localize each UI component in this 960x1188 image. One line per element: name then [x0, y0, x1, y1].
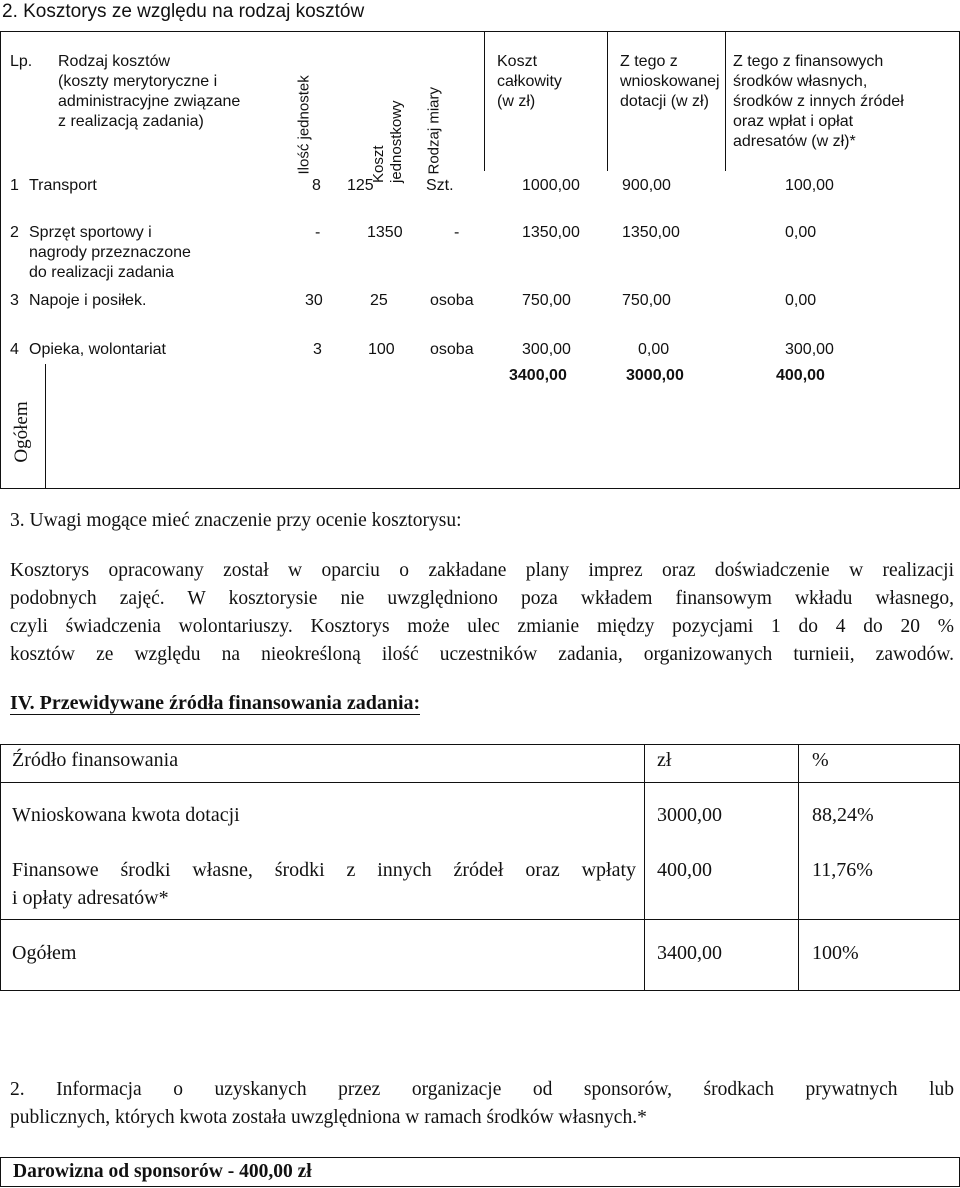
header-unit-cost: Koszt jednostkowy — [370, 100, 405, 183]
header-cost-kind: Rodzaj kosztów (koszty merytoryczne i administracyjne związane z realizacją zadania) — [58, 53, 241, 130]
header-grant: Z tego z wnioskowanej dotacji (w zł) — [620, 53, 720, 110]
section-title: 2. Kosztorys ze względu na rodzaj kosztów — [2, 1, 365, 22]
remarks-title: 3. Uwagi mogące mieć znaczenie przy ocenie kosztorysu: — [10, 510, 462, 531]
donation-box — [0, 1157, 960, 1187]
header-amount: zł — [657, 749, 672, 771]
header-lp: Lp. — [10, 53, 33, 70]
header-own-funds: Z tego z finansowych środków własnych, środków z innych źródeł oraz wpłat i opłat adresatów (w zł)* — [733, 53, 904, 150]
total-cost-sum: 3400,00 — [509, 367, 567, 384]
financing-title: IV. Przewidywane źródła finansowania zadania: — [10, 692, 421, 714]
total-label: Ogółem — [11, 401, 32, 463]
own-funds-sum: 400,00 — [776, 367, 825, 384]
donation-text: Darowizna od sponsorów - 400,00 zł — [13, 1161, 312, 1182]
header-measure: Rodzaj miary — [425, 86, 443, 175]
header-percent: % — [812, 749, 829, 771]
grant-sum: 3000,00 — [626, 367, 684, 384]
header-source: Źródło finansowania — [12, 749, 179, 771]
header-total-cost: Koszt całkowity (w zł) — [497, 53, 562, 110]
header-units: Ilość jednostek — [295, 75, 313, 175]
